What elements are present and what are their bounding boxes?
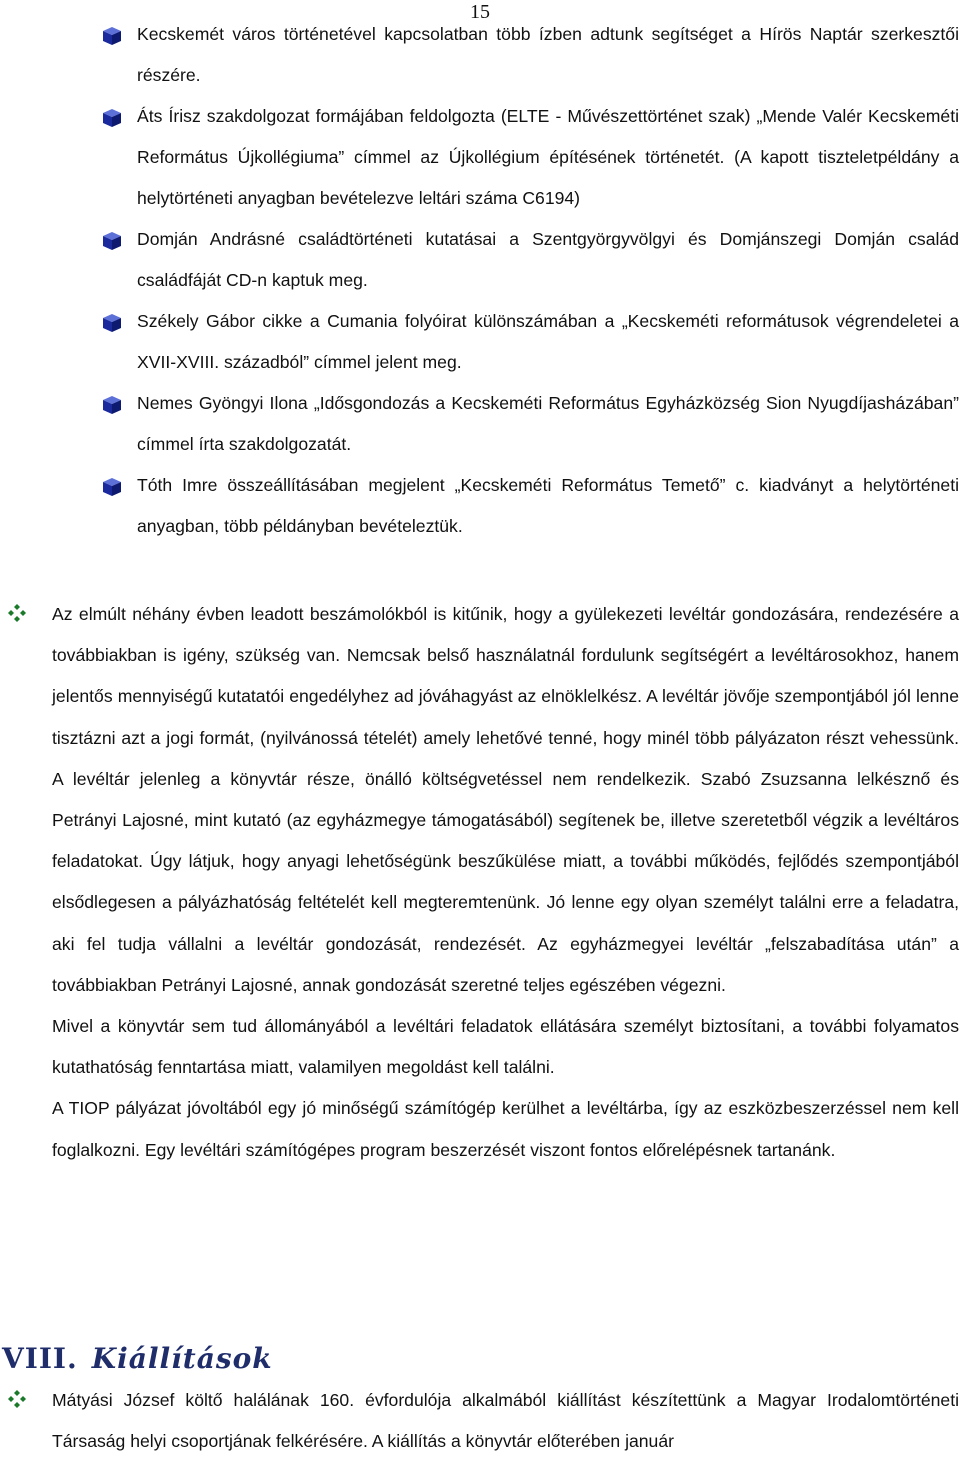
list-item [137, 301, 959, 383]
list-item [137, 219, 959, 301]
blue-cube-bullet-icon [101, 26, 123, 46]
blue-cube-bullet-icon [101, 313, 123, 333]
list-item-text: Székely Gábor cikke a Cumania folyóirat különszámában a „Kecskeméti reformátusok végrendeletei a XVII-XVIII. századból” címmel jelent meg. [137, 311, 959, 372]
list-item-text: Nemes Gyöngyi Ilona „Idősgondozás a Kecskeméti Református Egyházközség Sion Nyugdíjasházában” címmel írta szakdolgozatát. [137, 393, 959, 454]
paragraph-text: Mátyási József költő halálának 160. évfordulója alkalmából kiállítást készítettünk a Magyar Irodalomtörténeti Társaság helyi csoportjának felkérésére. A kiállítás a könyvtár előterében január [52, 1390, 959, 1452]
blue-cube-bullet-icon [101, 395, 123, 415]
section-title: Kiállítások [91, 1342, 273, 1375]
list-item [137, 14, 959, 96]
list-item [137, 96, 959, 219]
section-body [0, 1380, 959, 1462]
paragraph [52, 1380, 959, 1462]
list-item-text: Kecskemét város történetével kapcsolatban több ízben adtunk segítséget a Hírös Naptár szerkesztői részére. [137, 24, 959, 85]
list-item-text: Áts Írisz szakdolgozat formájában feldolgozta (ELTE - Művészettörténet szak) „Mende Valér Kecskeméti Református Újkollégiuma” címmel az Újkollégium építésének történetét. (A kapott tiszteletpéldány a helytörténeti anyagban bevételezve leltári száma C6194) [137, 106, 959, 208]
paragraph-text: Az elmúlt néhány évben leadott beszámolókból is kitűnik, hogy a gyülekezeti levéltár gondozására, rendezésére a továbbiakban is igény, szükség van. Nemcsak belső használatnál fordulunk segítségért a levéltárosokhoz, hanem jelentős mennyiségű kutatatói engedélyhez ad jóváhagyást az elnöklelkész. A levéltár jövője szempontjából jól lenne tisztázni azt a jogi formát, (nyilvánossá tételét) amely lehetővé tenné, hogy minél több pályázaton részt vehessünk. A levéltár jelenleg a könyvtár része, önálló költségvetéssel nem rendelkezik. Szabó Zsuzsanna lelkésznő és Petrányi Lajosné, mint kutató (az egyházmegye támogatásából) segítenek be, illetve szeretetből végzik a levéltáros feladatokat. Úgy látjuk, hogy anyagi lehetőségünk beszűkülése miatt, a további működés, fejlődés szempontjából elsődlegesen a pályázhatóság feltételét kell megteremtenünk. Jó lenne egy olyan személyt találni erre a feladatra, aki fel tudja vállalni a levéltár gondozását, rendezését. Az egyházmegyei levéltár „felszabadítása után” a továbbiakban Petrányi Lajosné, annak gondozását szeretné teljes egészében végezni. [52, 604, 959, 995]
paragraph [52, 1006, 959, 1088]
blue-cube-bullet-icon [101, 231, 123, 251]
paragraph [52, 594, 959, 1006]
list-item [137, 383, 959, 465]
paragraph-text: A TIOP pályázat jóvoltából egy jó minőségű számítógép kerülhet a levéltárba, így az eszközbeszerzéssel nem kell foglalkozni. Egy levéltári számítógépes program beszerzését viszont fontos előrelépésnek tartanánk. [52, 1098, 959, 1160]
page-number: 15 [470, 1, 490, 23]
blue-cube-bullet-icon [101, 477, 123, 497]
list-item-text: Domján Andrásné családtörténeti kutatásai a Szentgyörgyvölgyi és Domjánszegi Domján család családfáját CD-n kaptuk meg. [137, 229, 959, 290]
main-text-block [0, 594, 959, 1171]
list-item [137, 465, 959, 547]
section-number: VIII. [2, 1342, 78, 1375]
blue-cube-bullet-icon [101, 108, 123, 128]
paragraph [52, 1088, 959, 1170]
sub-bullet-list [0, 14, 959, 547]
paragraph-text: Mivel a könyvtár sem tud állományából a levéltári feladatok ellátására személyt biztosítani, a további folyamatos kutathatóság fenntartása miatt, valamilyen megoldást kell találni. [52, 1016, 959, 1078]
four-diamond-bullet-icon [7, 603, 27, 623]
four-diamond-bullet-icon [7, 1389, 27, 1409]
list-item-text: Tóth Imre összeállításában megjelent „Kecskeméti Református Temető” c. kiadványt a helytörténeti anyagban, több példányban bevételeztük. [137, 475, 959, 536]
section-heading [2, 1342, 273, 1375]
